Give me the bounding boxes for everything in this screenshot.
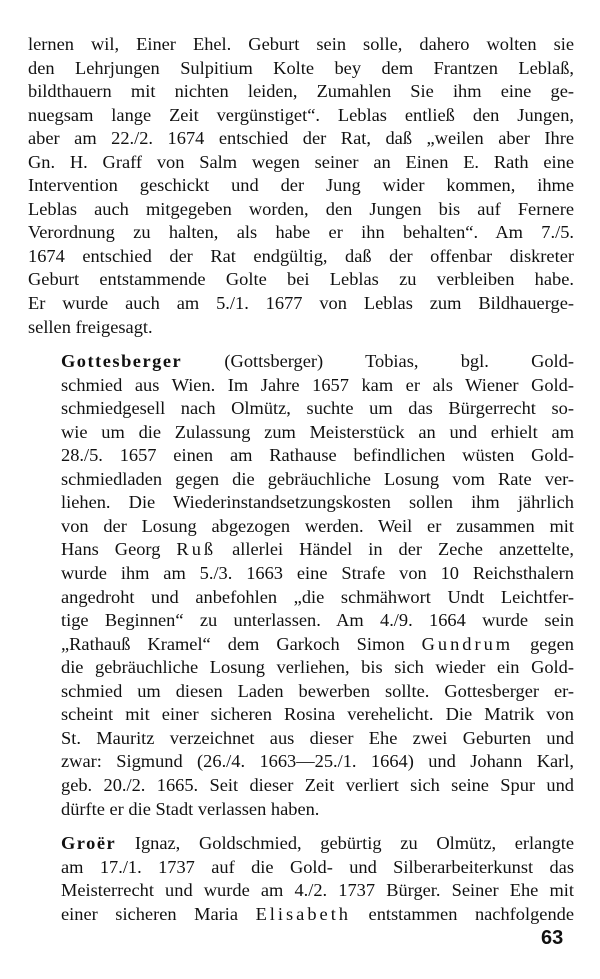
entry-first-line	[28, 350, 574, 374]
text-line: Leblas auch mitgegeben worden, den Jungen bis auf Fernere	[28, 198, 574, 219]
continuation-paragraph	[28, 33, 574, 339]
text-line: Gn. H. Graff von Salm wegen seiner an Einen E. Rath eine	[28, 151, 574, 172]
text-line: schmied aus Wien. Im Jahre 1657 kam er als Wiener Gold-	[61, 374, 574, 395]
text-line: schmiedladen gegen die gebräuchliche Losung vom Rate ver-	[61, 468, 574, 489]
text-line: die gebräuchliche Losung verliehen, bis sich wieder ein Gold-	[61, 657, 574, 678]
text-line: dürfte er die Stadt verlassen haben.	[61, 798, 320, 819]
text-line: zwar: Sigmund (26./4. 1663—25./1. 1664) und Johann Karl,	[61, 751, 574, 772]
page-text	[28, 33, 574, 926]
entry-name: Gottesberger	[61, 351, 183, 372]
text-line: Geburt entstammende Golte bei Leblas zu verbleiben habe.	[28, 269, 574, 290]
text-line: bildthauern mit nichten leiden, Zumahlen Sie ihm eine ge-	[28, 81, 574, 102]
spaced-name: Gundrum	[421, 633, 514, 654]
text-line: den Lehrjungen Sulpitium Kolte bey dem Frantzen Leblaß,	[28, 57, 574, 78]
text-line: schmiedgesell nach Olmütz, suchte um das Bürgerrecht so-	[61, 398, 574, 419]
spaced-name: Ruß	[176, 539, 217, 560]
text-line: liehen. Die Wiederinstandsetzungskosten sollen ihm jährlich	[61, 492, 574, 513]
text-line: schmied um diesen Laden bewerben sollte. Gottesberger er-	[61, 680, 574, 701]
text-line: von der Losung abgezogen werden. Weil er zusammen mit	[61, 515, 574, 536]
text-line: Er wurde auch am 5./1. 1677 von Leblas zum Bildhauerge-	[28, 293, 574, 314]
text-line: geb. 20./2. 1665. Seit dieser Zeit verliert sich seine Spur und	[61, 774, 574, 795]
text-line: einer sicheren Maria Elisabeth entstammen nachfolgende	[61, 903, 574, 924]
text-line: scheint mit einer sicheren Rosina verehelicht. Die Matrik von	[61, 704, 574, 725]
page-number: 63	[541, 927, 564, 949]
entry-gottesberger	[28, 350, 574, 821]
text-line: Verordnung zu halten, als habe er ihn behalten“. Am 7./5.	[28, 222, 574, 243]
text-line: aber am 22./2. 1674 entschied der Rat, daß „weilen aber Ihre	[28, 128, 574, 149]
text-line: wurde ihm am 5./3. 1663 eine Strafe von 10 Reichsthalern	[61, 563, 574, 584]
text-line: angedroht und anbefohlen „die schmähwort Undt Leichtfer-	[61, 586, 574, 607]
entry-first-line-text: Ignaz, Goldschmied, gebürtig zu Olmütz, erlangte	[116, 833, 574, 854]
spaced-name: Elisabeth	[255, 903, 351, 924]
entry-first-line-text: (Gottsberger) Tobias, bgl. Gold-	[182, 351, 574, 372]
text-line: am 17./1. 1737 auf die Gold- und Silberarbeiterkunst das	[61, 856, 574, 877]
entry-name: Groër	[61, 833, 117, 854]
text-line: lernen wil, Einer Ehel. Geburt sein solle, dahero wolten sie	[28, 34, 574, 54]
text-line: wie um die Zulassung zum Meisterstück an und erhielt am	[61, 421, 574, 442]
entry-first-line	[28, 832, 574, 856]
text-line: 28./5. 1657 einen am Rathause befindlichen wüsten Gold-	[61, 445, 574, 466]
text-line: Intervention geschickt und der Jung wider kommen, ihme	[28, 175, 574, 196]
text-line: nuegsam lange Zeit vergünstiget“. Leblas entließ den Jungen,	[28, 104, 574, 125]
text-line: Meisterrecht und wurde am 4./2. 1737 Bürger. Seiner Ehe mit	[61, 880, 574, 901]
text-line: 1674 entschied der Rat endgültig, daß der offenbar diskreter	[28, 245, 574, 266]
text-line: St. Mauritz verzeichnet aus dieser Ehe zwei Geburten und	[61, 727, 574, 748]
text-line: Hans Georg Ruß allerlei Händel in der Zeche anzettelte,	[61, 539, 574, 560]
text-line: „Rathauß Kramel“ dem Garkoch Simon Gundrum gegen	[61, 633, 574, 654]
text-line: sellen freigesagt.	[28, 316, 153, 337]
entry-groer	[28, 832, 574, 926]
text-line: tige Beginnen“ zu unterlassen. Am 4./9. 1664 wurde sein	[61, 610, 574, 631]
